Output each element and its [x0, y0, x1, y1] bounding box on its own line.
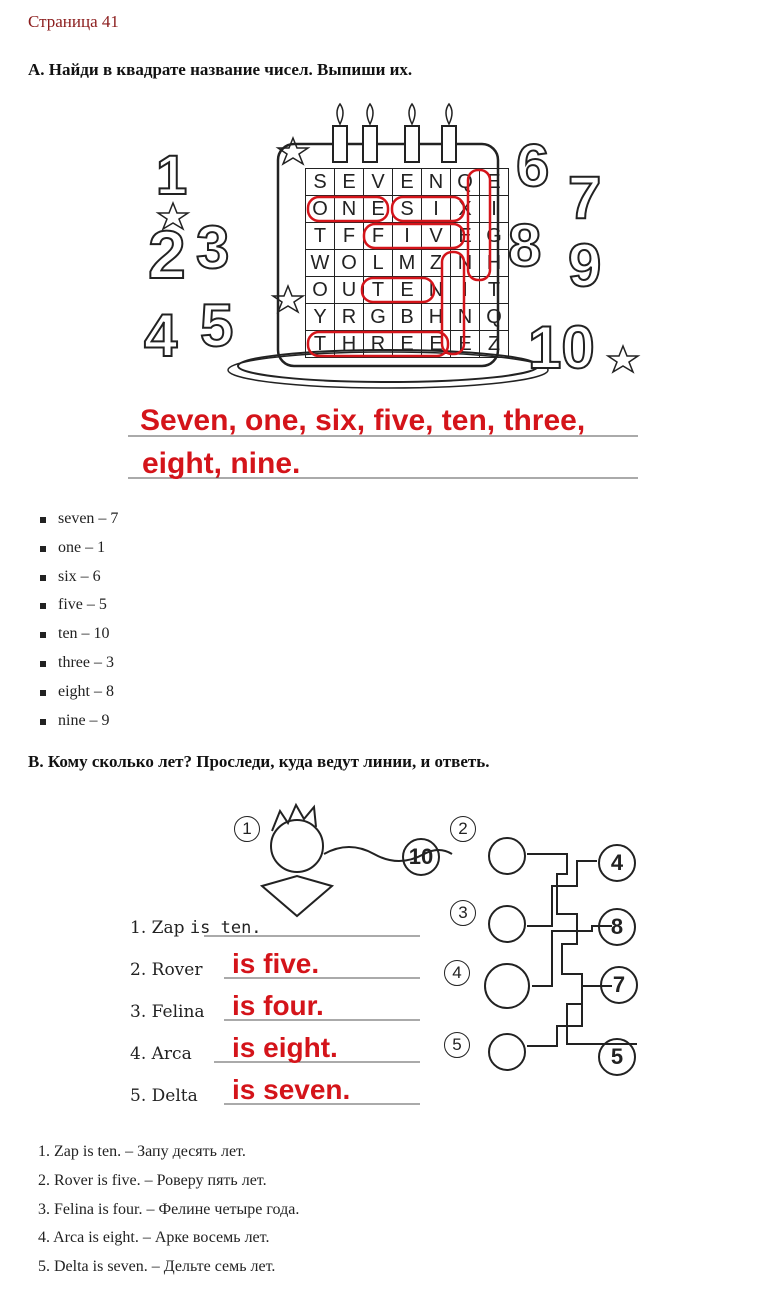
list-item: 5. Delta is seven. – Дельте семь лет. [38, 1258, 276, 1276]
grid-cell: N [422, 277, 451, 304]
grid-cell: E [335, 169, 364, 196]
exercise-row-4: 4. Arca [130, 1044, 192, 1064]
grid-cell: H [422, 304, 451, 331]
list-item: ten – 10 [40, 620, 118, 649]
grid-cell: X [451, 196, 480, 223]
grid-cell: B [393, 304, 422, 331]
grid-cell: T [364, 277, 393, 304]
grid-cell: R [335, 304, 364, 331]
grid-cell: I [480, 196, 509, 223]
grid-cell: E [393, 277, 422, 304]
answer-arca: is eight. [232, 1032, 338, 1063]
character-illustration [122, 796, 652, 1116]
grid-cell: V [364, 169, 393, 196]
picture-number-3: 3 [450, 900, 476, 926]
grid-cell: E [393, 169, 422, 196]
list-item: 2. Rover is five. – Роверу пять лет. [38, 1171, 267, 1189]
grid-cell: Q [480, 304, 509, 331]
grid-cell: H [335, 331, 364, 358]
answer-line-2: eight, nine. [142, 447, 301, 480]
grid-cell: F [335, 223, 364, 250]
grid-cell: S [306, 169, 335, 196]
grid-cell: N [335, 196, 364, 223]
grid-cell: Y [306, 304, 335, 331]
picture-number-2: 2 [450, 816, 476, 842]
grid-cell: N [451, 250, 480, 277]
grid-cell: T [306, 223, 335, 250]
grid-cell: S [393, 196, 422, 223]
age-circle-4: 4 [598, 844, 636, 882]
answer-line-1: Seven, one, six, five, ten, three, [140, 404, 586, 437]
exercise-row-1: 1. Zap is ten. [130, 918, 262, 938]
deco-number-10: 10 [528, 314, 595, 381]
grid-cell: E [451, 331, 480, 358]
deco-number-8: 8 [508, 212, 542, 279]
section-b-title: B. Кому сколько лет? Проследи, куда ведут линии, и ответь. [28, 752, 490, 771]
grid-cell: Z [480, 331, 509, 358]
grid-cell: E [393, 331, 422, 358]
page-title: Страница 41 [28, 12, 119, 31]
list-item: 4. Arca is eight. – Арке восемь лет. [38, 1229, 270, 1247]
grid-cell: Z [422, 250, 451, 277]
exercise-row-5: 5. Delta [130, 1086, 198, 1106]
grid-cell: O [335, 250, 364, 277]
exercise-row-2: 2. Rover [130, 960, 203, 980]
deco-number-1: 1 [156, 143, 188, 206]
grid-cell: O [306, 277, 335, 304]
deco-number-5: 5 [200, 292, 234, 359]
list-item: seven – 7 [40, 505, 118, 534]
grid-cell: E [451, 223, 480, 250]
grid-cell: N [422, 169, 451, 196]
grid-cell: M [393, 250, 422, 277]
grid-cell: E [480, 169, 509, 196]
age-circle-7: 7 [600, 966, 638, 1004]
grid-cell: O [306, 196, 335, 223]
list-item: 1. Zap is ten. – Запу десять лет. [38, 1143, 246, 1160]
numbers-list [40, 505, 118, 735]
age-puzzle-figure [122, 796, 652, 1116]
picture-number-4: 4 [444, 960, 470, 986]
picture-number-5: 5 [444, 1032, 470, 1058]
exercise-row-3: 3. Felina [130, 1002, 205, 1022]
grid-cell: U [335, 277, 364, 304]
section-a-title: A. Найди в квадрате название чисел. Выпиши их. [28, 60, 413, 79]
translation-list [38, 1138, 299, 1282]
list-item: 3. Felina is four. – Фелине четыре года. [38, 1200, 300, 1218]
grid-cell: T [306, 331, 335, 358]
grid-cell: L [364, 250, 393, 277]
grid-cell: Q [451, 169, 480, 196]
grid-cell: I [393, 223, 422, 250]
age-circle-5: 5 [598, 1038, 636, 1076]
grid-cell: W [306, 250, 335, 277]
age-circle-8: 8 [598, 908, 636, 946]
list-item: one – 1 [40, 534, 118, 563]
answer-rover: is five. [232, 948, 320, 979]
grid-cell: H [480, 250, 509, 277]
list-item: five – 5 [40, 591, 118, 620]
deco-number-6: 6 [516, 132, 550, 199]
grid-cell: N [451, 304, 480, 331]
grid-cell: I [451, 277, 480, 304]
grid-cell: E [364, 196, 393, 223]
word-search-figure [128, 98, 642, 482]
answer-felina: is four. [232, 990, 324, 1021]
grid-cell: G [480, 223, 509, 250]
grid-cell: V [422, 223, 451, 250]
word-search-grid [305, 168, 509, 358]
list-item: six – 6 [40, 563, 118, 592]
deco-number-3: 3 [196, 214, 230, 281]
picture-number-1: 1 [234, 816, 260, 842]
printed-answer: is ten. [189, 918, 262, 938]
list-item: eight – 8 [40, 678, 118, 707]
age-circle-10: 10 [402, 838, 440, 876]
deco-number-7: 7 [568, 164, 602, 231]
deco-number-9: 9 [568, 232, 602, 299]
grid-cell: I [422, 196, 451, 223]
grid-cell: R [364, 331, 393, 358]
deco-number-4: 4 [144, 302, 178, 369]
deco-number-2: 2 [148, 217, 186, 293]
grid-cell: E [422, 331, 451, 358]
list-item: three – 3 [40, 649, 118, 678]
answer-delta: is seven. [232, 1074, 351, 1105]
list-item: nine – 9 [40, 707, 118, 736]
grid-cell: T [480, 277, 509, 304]
grid-cell: G [364, 304, 393, 331]
grid-cell: F [364, 223, 393, 250]
